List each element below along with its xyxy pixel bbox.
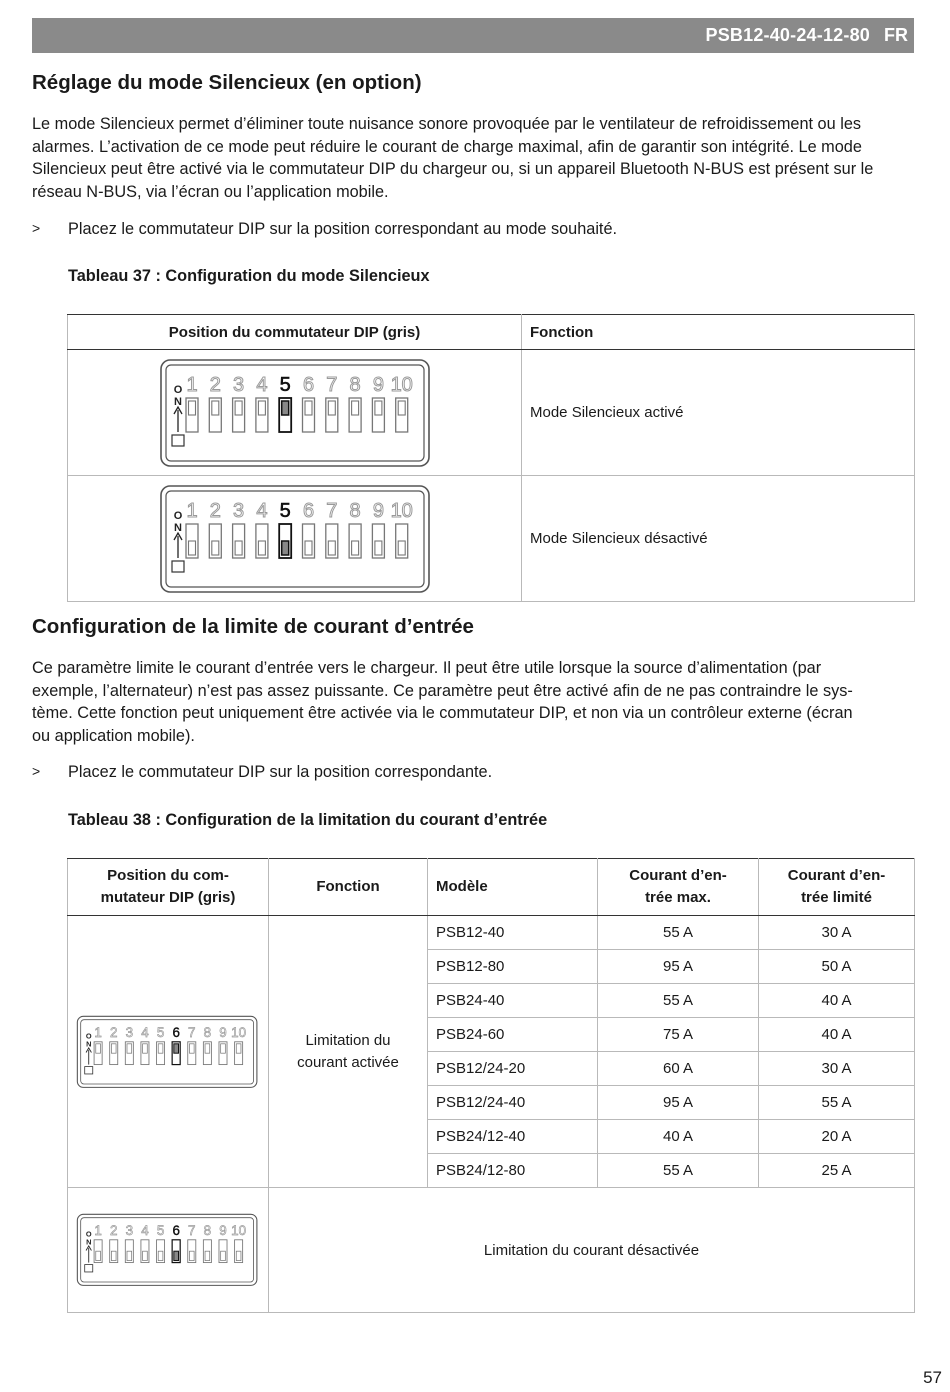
dip-number-label: 1 — [185, 499, 198, 522]
dip-number-label: 8 — [349, 499, 361, 522]
dip-switch-knob — [111, 1043, 116, 1052]
header-limited-current — [759, 859, 915, 916]
dip-number-label: 2 — [209, 373, 221, 396]
dip-number-label: 7 — [325, 499, 337, 522]
dip-cell — [68, 1188, 269, 1313]
dip-housing-inner — [81, 1019, 254, 1083]
dip-number-label: 8 — [349, 373, 361, 396]
paragraph-line: tème. Cette fonction peut uniquement être activée via le commutateur DIP, et non via un contrôleur externe (écran — [32, 704, 853, 723]
dip-switch-knob — [305, 401, 312, 415]
dip-number-label: 5 — [279, 499, 291, 522]
function-cell: Mode Silencieux désactivé — [522, 476, 915, 602]
dip-number-label: 5 — [279, 373, 291, 396]
header-line: Courant d’en- — [629, 867, 727, 884]
model-cell: PSB24/12-40 — [428, 1120, 598, 1154]
dip-switch-knob — [127, 1043, 132, 1052]
limited-current-cell: 30 A — [759, 916, 915, 950]
dip-on-label: O — [85, 1229, 92, 1239]
table-header-row — [68, 315, 915, 350]
dip-on-label: N — [86, 1237, 92, 1247]
dip-number-label: 3 — [125, 1024, 134, 1040]
dip-switch-knob — [143, 1251, 148, 1260]
silent-mode-paragraph — [32, 113, 917, 203]
model-cell: PSB24/12-80 — [428, 1154, 598, 1188]
table-header-row — [68, 859, 915, 916]
max-current-cell: 55 A — [598, 916, 759, 950]
dip-housing-inner — [166, 491, 424, 587]
dip-switch-knob — [236, 1043, 241, 1052]
dip-switch-knob — [174, 1251, 179, 1260]
header-dip-position: Position du commutateur DIP (gris) — [68, 315, 522, 350]
model-cell: PSB12-40 — [428, 916, 598, 950]
function-cell: Mode Silencieux activé — [522, 350, 915, 476]
dip-switch-knob — [398, 541, 405, 555]
input-current-paragraph — [32, 657, 917, 747]
header-line: Position du com- — [107, 867, 229, 884]
dip-switch-knob — [235, 401, 242, 415]
function-line: courant activée — [297, 1053, 399, 1071]
dip-number-label: 2 — [109, 1223, 118, 1239]
page-number: 57 — [923, 1368, 942, 1387]
bullet-marker: > — [32, 763, 41, 779]
dip-number-label: 6 — [172, 1024, 180, 1040]
dip-switch-knob — [211, 401, 218, 415]
limited-current-cell: 25 A — [759, 1154, 915, 1188]
dip-number-label: 3 — [232, 499, 244, 522]
paragraph-line: alarmes. L’activation de ce mode peut réduire le courant de charge maximal, afin de garantir son intégrité. Le mode — [32, 137, 862, 156]
dip-number-label: 9 — [219, 1024, 227, 1040]
paragraph-line: ou application mobile). — [32, 726, 195, 745]
dip-number-label: 4 — [141, 1223, 149, 1239]
function-line: Limitation du — [305, 1031, 391, 1049]
dip-switch-knob — [96, 1251, 101, 1260]
max-current-cell: 60 A — [598, 1052, 759, 1086]
dip-switch-diagram — [159, 358, 431, 468]
max-current-cell: 95 A — [598, 950, 759, 984]
dip-switch-knob — [205, 1043, 210, 1052]
max-current-cell: 40 A — [598, 1120, 759, 1154]
dip-switch-knob — [143, 1043, 148, 1052]
dip-number-label: 5 — [156, 1223, 165, 1239]
section-title-silent-mode: Réglage du mode Silencieux (en option) — [32, 71, 422, 94]
max-current-cell: 95 A — [598, 1086, 759, 1120]
dip-on-label: O — [173, 383, 182, 396]
max-current-cell: 55 A — [598, 984, 759, 1018]
dip-number-label: 8 — [203, 1223, 212, 1239]
header-function: Fonction — [269, 859, 428, 916]
dip-cell — [68, 350, 522, 476]
dip-on-label: N — [86, 1038, 92, 1048]
model-cell: PSB12-80 — [428, 950, 598, 984]
model-cell: PSB12/24-20 — [428, 1052, 598, 1086]
dip-number-label: 1 — [94, 1223, 102, 1239]
dip-number-label: 5 — [156, 1024, 165, 1040]
dip-number-label: 6 — [172, 1223, 180, 1239]
dip-housing-inner — [166, 365, 424, 461]
limited-current-cell: 55 A — [759, 1086, 915, 1120]
dip-cell — [68, 476, 522, 602]
header-bar — [32, 18, 914, 53]
paragraph-line: Silencieux peut être activé via le commutateur DIP du chargeur ou, si un appareil Bluetooth N-BUS est présent sur le — [32, 160, 874, 179]
dip-square-icon — [85, 1265, 93, 1272]
table-37-caption: Tableau 37 : Configuration du mode Silencieux — [68, 267, 430, 285]
model-cell: PSB24-40 — [428, 984, 598, 1018]
limited-current-cell: 40 A — [759, 984, 915, 1018]
language-code: FR — [884, 25, 908, 45]
dip-cell — [68, 916, 269, 1188]
model-cell: PSB12/24-40 — [428, 1086, 598, 1120]
dip-number-label: 6 — [302, 499, 314, 522]
dip-switch-knob — [328, 401, 335, 415]
paragraph-line: réseau N-BUS, via l’écran ou l’application mobile. — [32, 182, 389, 201]
dip-number-label: 9 — [219, 1223, 227, 1239]
table-38-caption: Tableau 38 : Configuration de la limitation du courant d’entrée — [68, 811, 548, 829]
header-line: Courant d’en- — [787, 867, 886, 884]
dip-switch-knob — [189, 1251, 194, 1260]
header-line: mutateur DIP (gris) — [100, 889, 236, 906]
header-line: trée limité — [801, 889, 872, 906]
dip-switch-knob — [351, 541, 358, 555]
paragraph-line: Le mode Silencieux permet d’éliminer toute nuisance sonore provoquée par le ventilateur de refroidissement ou les — [32, 115, 862, 133]
silent-mode-table — [67, 314, 915, 602]
function-cell — [269, 916, 428, 1188]
max-current-cell: 55 A — [598, 1154, 759, 1188]
dip-switch-knob — [235, 541, 242, 555]
document-title: PSB12-40-24-12-80 — [705, 25, 870, 45]
dip-number-label: 7 — [325, 373, 337, 396]
dip-switch-knob — [398, 401, 405, 415]
dip-number-label: 4 — [255, 499, 267, 522]
table-row — [68, 350, 915, 476]
table-row — [68, 1188, 915, 1313]
dip-number-label: 10 — [390, 373, 413, 396]
dip-square-icon — [85, 1066, 93, 1073]
dip-number-label: 6 — [302, 373, 314, 396]
dip-switch-knob — [281, 401, 288, 415]
dip-switch-knob — [221, 1043, 226, 1052]
dip-number-label: 4 — [255, 373, 267, 396]
bullet-marker: > — [32, 220, 41, 236]
limited-current-cell: 30 A — [759, 1052, 915, 1086]
dip-number-label: 3 — [125, 1223, 134, 1239]
model-cell: PSB24-60 — [428, 1018, 598, 1052]
dip-switch-knob — [211, 541, 218, 555]
dip-switch-knob — [158, 1251, 163, 1260]
dip-switch-knob — [188, 541, 195, 555]
dip-number-label: 8 — [203, 1024, 212, 1040]
dip-switch-knob — [374, 401, 381, 415]
dip-on-label: N — [173, 521, 182, 534]
paragraph-line: exemple, l’alternateur) n’est pas assez puissante. Ce paramètre peut être activé afin de ne pas contraindre le sys- — [32, 681, 853, 700]
header-function: Fonction — [522, 315, 915, 350]
dip-housing-inner — [81, 1218, 254, 1282]
dip-number-label: 1 — [185, 373, 198, 396]
dip-switch-knob — [127, 1251, 132, 1260]
dip-switch-diagram — [76, 1015, 260, 1089]
dip-switch-knob — [351, 401, 358, 415]
dip-switch-knob — [236, 1251, 241, 1260]
dip-number-label: 4 — [141, 1024, 149, 1040]
limited-current-cell: 50 A — [759, 950, 915, 984]
dip-switch-knob — [328, 541, 335, 555]
dip-switch-knob — [189, 1043, 194, 1052]
dip-square-icon — [172, 435, 184, 446]
dip-number-label: 9 — [372, 499, 384, 522]
dip-switch-knob — [158, 1043, 163, 1052]
bullet-text: Placez le commutateur DIP sur la position correspondante. — [68, 763, 493, 781]
dip-switch-knob — [258, 401, 265, 415]
table-row — [68, 916, 915, 950]
dip-switch-knob — [205, 1251, 210, 1260]
dip-switch-knob — [258, 541, 265, 555]
dip-number-label: 7 — [188, 1024, 196, 1040]
header-max-current — [598, 859, 759, 916]
limited-current-cell: 40 A — [759, 1018, 915, 1052]
bullet-text: Placez le commutateur DIP sur la position correspondant au mode souhaité. — [68, 220, 618, 238]
paragraph-line: Ce paramètre limite le courant d’entrée vers le chargeur. Il peut être utile lorsque la source d’alimentation (par — [32, 659, 822, 677]
function-cell: Limitation du courant désactivée — [269, 1188, 915, 1313]
dip-on-label: O — [85, 1030, 92, 1040]
dip-switch-knob — [305, 541, 312, 555]
dip-square-icon — [172, 561, 184, 572]
dip-switch-knob — [174, 1043, 179, 1052]
dip-switch-diagram — [76, 1213, 260, 1287]
dip-switch-knob — [188, 401, 195, 415]
dip-switch-knob — [96, 1043, 101, 1052]
dip-number-label: 10 — [390, 499, 413, 522]
dip-switch-knob — [281, 541, 288, 555]
dip-number-label: 2 — [209, 499, 221, 522]
dip-switch-knob — [111, 1251, 116, 1260]
dip-number-label: 3 — [232, 373, 244, 396]
header-model: Modèle — [428, 859, 598, 916]
dip-switch-knob — [221, 1251, 226, 1260]
dip-number-label: 1 — [94, 1024, 102, 1040]
dip-on-label: N — [173, 395, 182, 408]
table-row — [68, 476, 915, 602]
section-title-input-current: Configuration de la limite de courant d’entrée — [32, 615, 474, 638]
input-current-table — [67, 858, 915, 1313]
dip-switch-knob — [374, 541, 381, 555]
dip-number-label: 7 — [188, 1223, 196, 1239]
header-dip-position — [68, 859, 269, 916]
dip-number-label: 9 — [372, 373, 384, 396]
dip-on-label: O — [173, 509, 182, 522]
dip-number-label: 10 — [231, 1024, 247, 1040]
dip-number-label: 2 — [109, 1024, 118, 1040]
limited-current-cell: 20 A — [759, 1120, 915, 1154]
dip-number-label: 10 — [231, 1223, 247, 1239]
dip-switch-diagram — [159, 484, 431, 594]
header-line: trée max. — [645, 889, 711, 906]
max-current-cell: 75 A — [598, 1018, 759, 1052]
